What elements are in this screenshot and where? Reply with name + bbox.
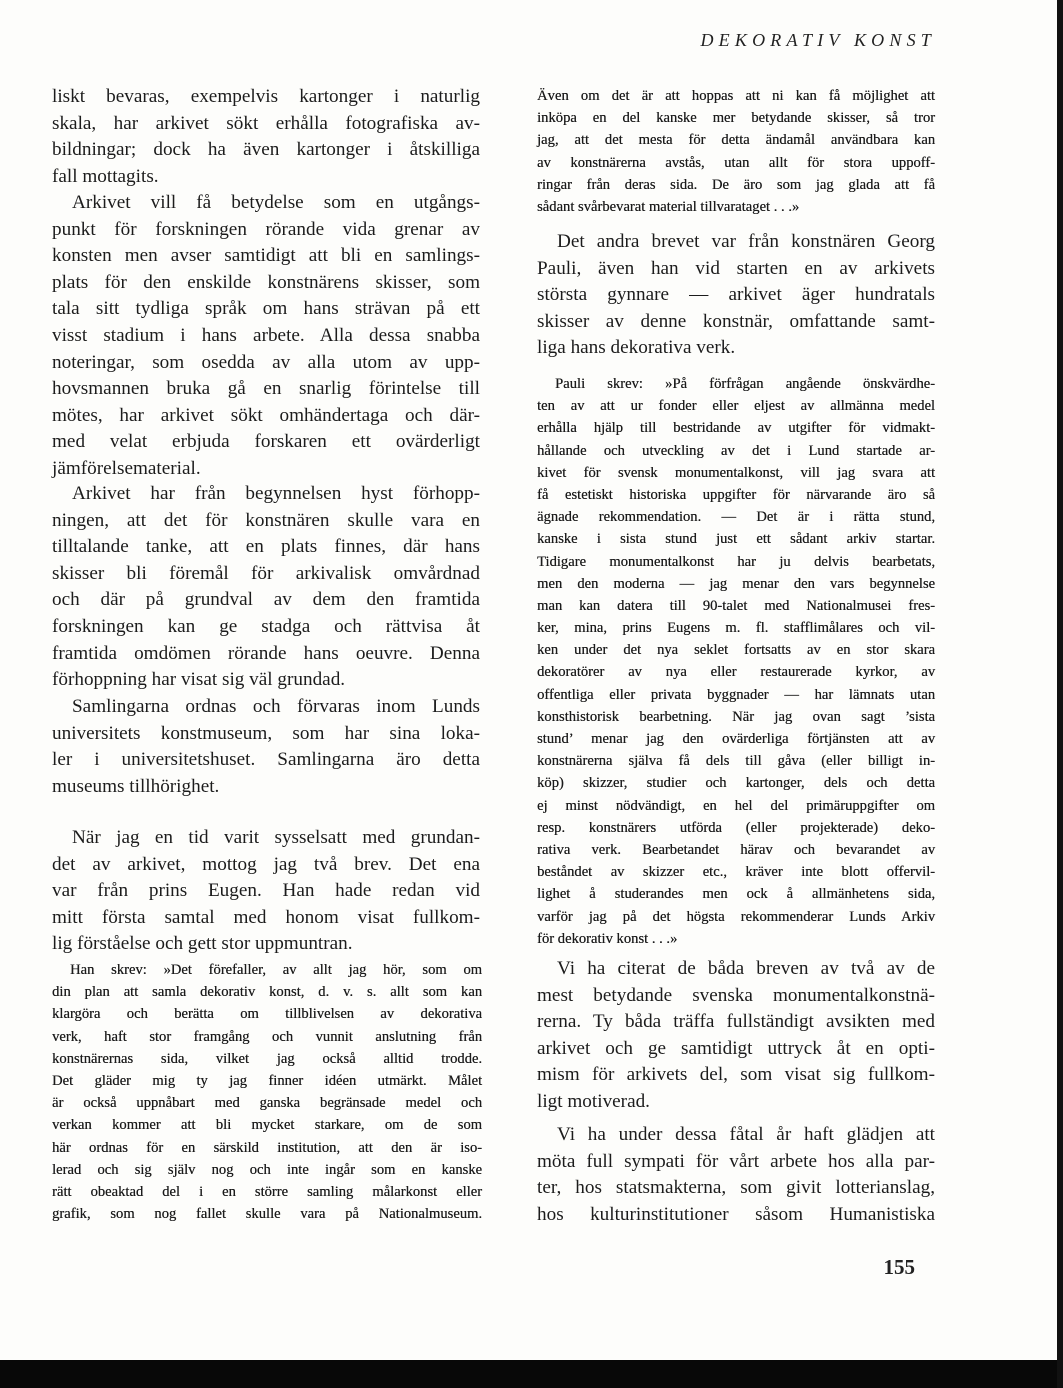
text-line: Även om det är att hoppas att ni kan få möjlighet att <box>537 88 935 104</box>
text-line: Han skrev: »Det förefaller, av allt jag hör, som om <box>70 962 482 978</box>
text-line: tilltalande tanke, att en plats finnes, där hans <box>52 536 480 558</box>
text-line: för dekorativ konst . . .» <box>537 930 678 947</box>
text-line: ten av att ur fonder eller eljest av allmänna medel <box>537 398 935 415</box>
scan-border-right <box>1057 0 1063 1388</box>
text-line: och där på grundval av dem den framtida <box>52 589 480 611</box>
text-line: få estetiskt historiska uppgifter för närvarande äro så <box>537 486 935 503</box>
text-line: jämförelsematerial. <box>52 457 201 479</box>
text-line: forskningen kan ge stadga och rättvisa åt <box>52 615 480 637</box>
text-line: resp. konstnärers utförda (eller projekterade) deko- <box>537 819 935 836</box>
text-line: ker, mina, prins Eugens m. fl. stafflimålares och vil- <box>537 620 935 637</box>
text-line: rerna. Ty båda träffa fullständigt avsikten med <box>537 1011 935 1033</box>
text-line: rätt obeaktad del i en större samling målarkonst eller <box>52 1183 482 1200</box>
text-line: var från prins Eugen. Han hade redan vid <box>52 880 480 902</box>
text-line: Vi ha under dessa fåtal år haft glädjen att <box>557 1124 935 1145</box>
text-line: det av arkivet, mottog jag två brev. Det ena <box>52 853 480 875</box>
text-line: med velat erbjuda forskaren ett ovärderligt <box>52 431 480 453</box>
text-line: liga hans dekorativa verk. <box>537 337 736 359</box>
paragraph-continuation <box>52 84 480 190</box>
text-line: konsthistorisk bearbetning. När jag ovan sagt ’sista <box>537 708 935 725</box>
text-line: visst stadium i hans arbete. Alla dessa snabba <box>52 324 480 346</box>
scan-border-bottom <box>0 1360 1063 1388</box>
text-line: inköpa en del kanske mer betydande skisser, så tror <box>537 110 935 127</box>
page-number: 155 <box>883 1255 915 1279</box>
text-line: klargöra och berätta om tillblivelsen av dekorativa <box>52 1006 482 1023</box>
text-line: ken under det nya seklet fortsatts av en stor skara <box>537 642 935 659</box>
text-line: punkt för forskningen rörande vida grenar av <box>52 218 480 240</box>
text-line: rativa verk. Bearbetandet härav och bevarandet av <box>537 841 935 858</box>
paragraph-georg-pauli <box>537 229 935 362</box>
text-line: ningen, att det för konstnären skulle vara en <box>52 509 480 531</box>
text-line: noteringar, som osedda av alla utom av upp- <box>52 351 480 373</box>
text-line: konstnärernas sida, vilket jag också alltid trodde. <box>52 1050 482 1067</box>
text-line: museums tillhörighet. <box>52 775 220 797</box>
text-line: Tidigare monumentalkonst har ju delvis bearbetats, <box>537 553 935 570</box>
text-line: sådant svårbevarat material tillvarataget . . .» <box>537 198 800 215</box>
text-line: bildningar; dock ha även kartonger i åtskilliga <box>52 139 480 161</box>
text-line: kanske i sista stund just ett sådant arkiv startar. <box>537 531 935 548</box>
text-line: kivet för svensk monumentalkonst, vill jag svara att <box>537 464 935 481</box>
text-line: konstnärerna själva få dels till gåva (eller billigt in- <box>537 753 935 770</box>
text-line: lerad och sig själv nog och inte ingår som en kanske <box>52 1161 482 1178</box>
paragraph-hopes <box>52 481 480 694</box>
paragraph-starting-point <box>52 190 480 483</box>
text-line: stund’ menar jag den ovärderliga förtjänsten att av <box>537 731 935 747</box>
text-line: mitt första samtal med honom visat fullkom- <box>52 906 480 928</box>
text-line: hovsmannen bruka gå en snarlig förintelse till <box>52 378 480 400</box>
text-line: Pauli, även han vid starten en av arkivets <box>537 257 935 279</box>
text-line: man kan datera till 90-talet med Nationalmusei fres- <box>537 597 935 614</box>
text-line: verkan kommer att bli mycket starkare, om de som <box>52 1117 482 1134</box>
text-line: ler i universitetshuset. Samlingarna äro detta <box>52 749 480 771</box>
text-line: mest betydande svenska monumentalkonstnä- <box>537 984 935 1006</box>
paragraph-sympathy <box>537 1122 935 1228</box>
text-line: lig förståelse och gett stor uppmuntran. <box>52 933 353 955</box>
text-line: offentliga eller privata byggnader — har lämnats utan <box>537 686 935 703</box>
quote-prins-eugen-continued <box>537 85 935 218</box>
text-line: Arkivet vill få betydelse som en utgångs- <box>72 192 480 213</box>
quote-prins-eugen <box>52 959 482 1225</box>
text-line: universitets konstmuseum, som har sina loka- <box>52 722 480 744</box>
text-line: mötes, har arkivet sökt omhändertaga och där- <box>52 404 480 426</box>
text-line: Arkivet har från begynnelsen hyst förhopp- <box>72 483 480 504</box>
text-line: möta full sympati för vårt arbete hos alla par- <box>537 1150 935 1172</box>
text-line: ligt motiverad. <box>537 1090 650 1112</box>
text-line: varför jag på det högsta rekommenderar Lunds Arkiv <box>537 908 935 925</box>
text-line: hos kulturinstitutioner såsom Humanistiska <box>537 1203 935 1225</box>
text-line: beståndet av skizzer etc., kräver inte blott offervil- <box>537 864 935 881</box>
text-line: ter, hos statsmakterna, som givit lotterianslag, <box>537 1177 935 1199</box>
text-line: ej minst nödvändigt, en hel del primäruppgifter om <box>537 797 935 814</box>
text-line: tala sitt tydliga språk om hans strävan på ett <box>52 298 480 320</box>
running-header: DEKORATIV KONST <box>700 30 936 50</box>
text-line: av konstnärerna avstås, utan allt för stora uppoff- <box>537 154 935 171</box>
text-line: hållande och utveckling av det i Lund startade ar- <box>537 442 935 459</box>
text-line: Pauli skrev: »På förfrågan angående önskvärdhe- <box>555 376 935 392</box>
paragraph-collections <box>52 694 480 800</box>
text-line: grafik, som nog fallet skulle vara på Nationalmuseum. <box>52 1206 482 1223</box>
text-line: jag, att det mesta för detta ändamål användbara kan <box>537 132 935 149</box>
text-line: ringar från deras sida. De äro som jag glada att få <box>537 176 935 193</box>
text-line: lighet å studerandes men ock å allmänhetens sida, <box>537 886 935 903</box>
text-line: här ordnas för en särskild institution, att den är iso- <box>52 1139 482 1156</box>
text-line: din plan att samla dekorativ konst, d. v. s. allt som kan <box>52 984 482 1001</box>
text-line: Samlingarna ordnas och förvaras inom Lunds <box>72 696 480 717</box>
text-line: arkivet och ge samtidigt uttryck åt en opti- <box>537 1037 935 1059</box>
text-line: verk, haft stor framgång och vunnit anslutning från <box>52 1028 482 1045</box>
text-line: skala, har arkivet sökt erhålla fotografiska av- <box>52 112 480 134</box>
text-line: framtida omdömen rörande hans oeuvre. Denna <box>52 642 480 664</box>
paragraph-cited-letters <box>537 956 935 1116</box>
text-line: Det gläder mig ty jag finner idéen utmärkt. Målet <box>52 1072 482 1089</box>
text-line: dekoratörer av nya eller restaurerade kyrkor, av <box>537 664 935 681</box>
text-line: fall mottagits. <box>52 165 159 187</box>
quote-georg-pauli <box>537 373 935 950</box>
text-line: Det andra brevet var från konstnären Georg <box>557 231 935 252</box>
text-line: plats för den enskilde konstnärens skisser, som <box>52 271 480 293</box>
text-line: erhålla hjälp till bestridande av utgifter för vidmakt- <box>537 420 935 437</box>
text-line: skisser av denne konstnär, omfattande samt- <box>537 310 935 332</box>
text-line: men den moderna — jag menar den vars begynnelse <box>537 575 935 592</box>
text-line: konsten men avser samtidigt att bli en samlings- <box>52 245 480 267</box>
text-line: är också uppnåbart med ganska begränsade medel och <box>52 1095 482 1112</box>
text-line: största gynnare — arkivet äger hundratals <box>537 284 935 306</box>
text-line: ägnade rekommendation. — Det är i rätta stund, <box>537 509 935 526</box>
text-line: När jag en tid varit sysselsatt med grundan- <box>72 827 480 848</box>
text-line: liskt bevaras, exempelvis kartonger i naturlig <box>52 86 480 107</box>
text-line: skisser bli föremål för arkivalisk omvårdnad <box>52 562 480 584</box>
paragraph-two-letters <box>52 825 480 958</box>
text-line: köp) skizzer, studier och kartonger, dels och detta <box>537 775 935 792</box>
text-line: mism för arkivets del, som visat sig fullkom- <box>537 1064 935 1086</box>
text-line: förhoppning har visat sig väl grundad. <box>52 669 346 691</box>
text-line: Vi ha citerat de båda breven av två av de <box>557 958 935 979</box>
